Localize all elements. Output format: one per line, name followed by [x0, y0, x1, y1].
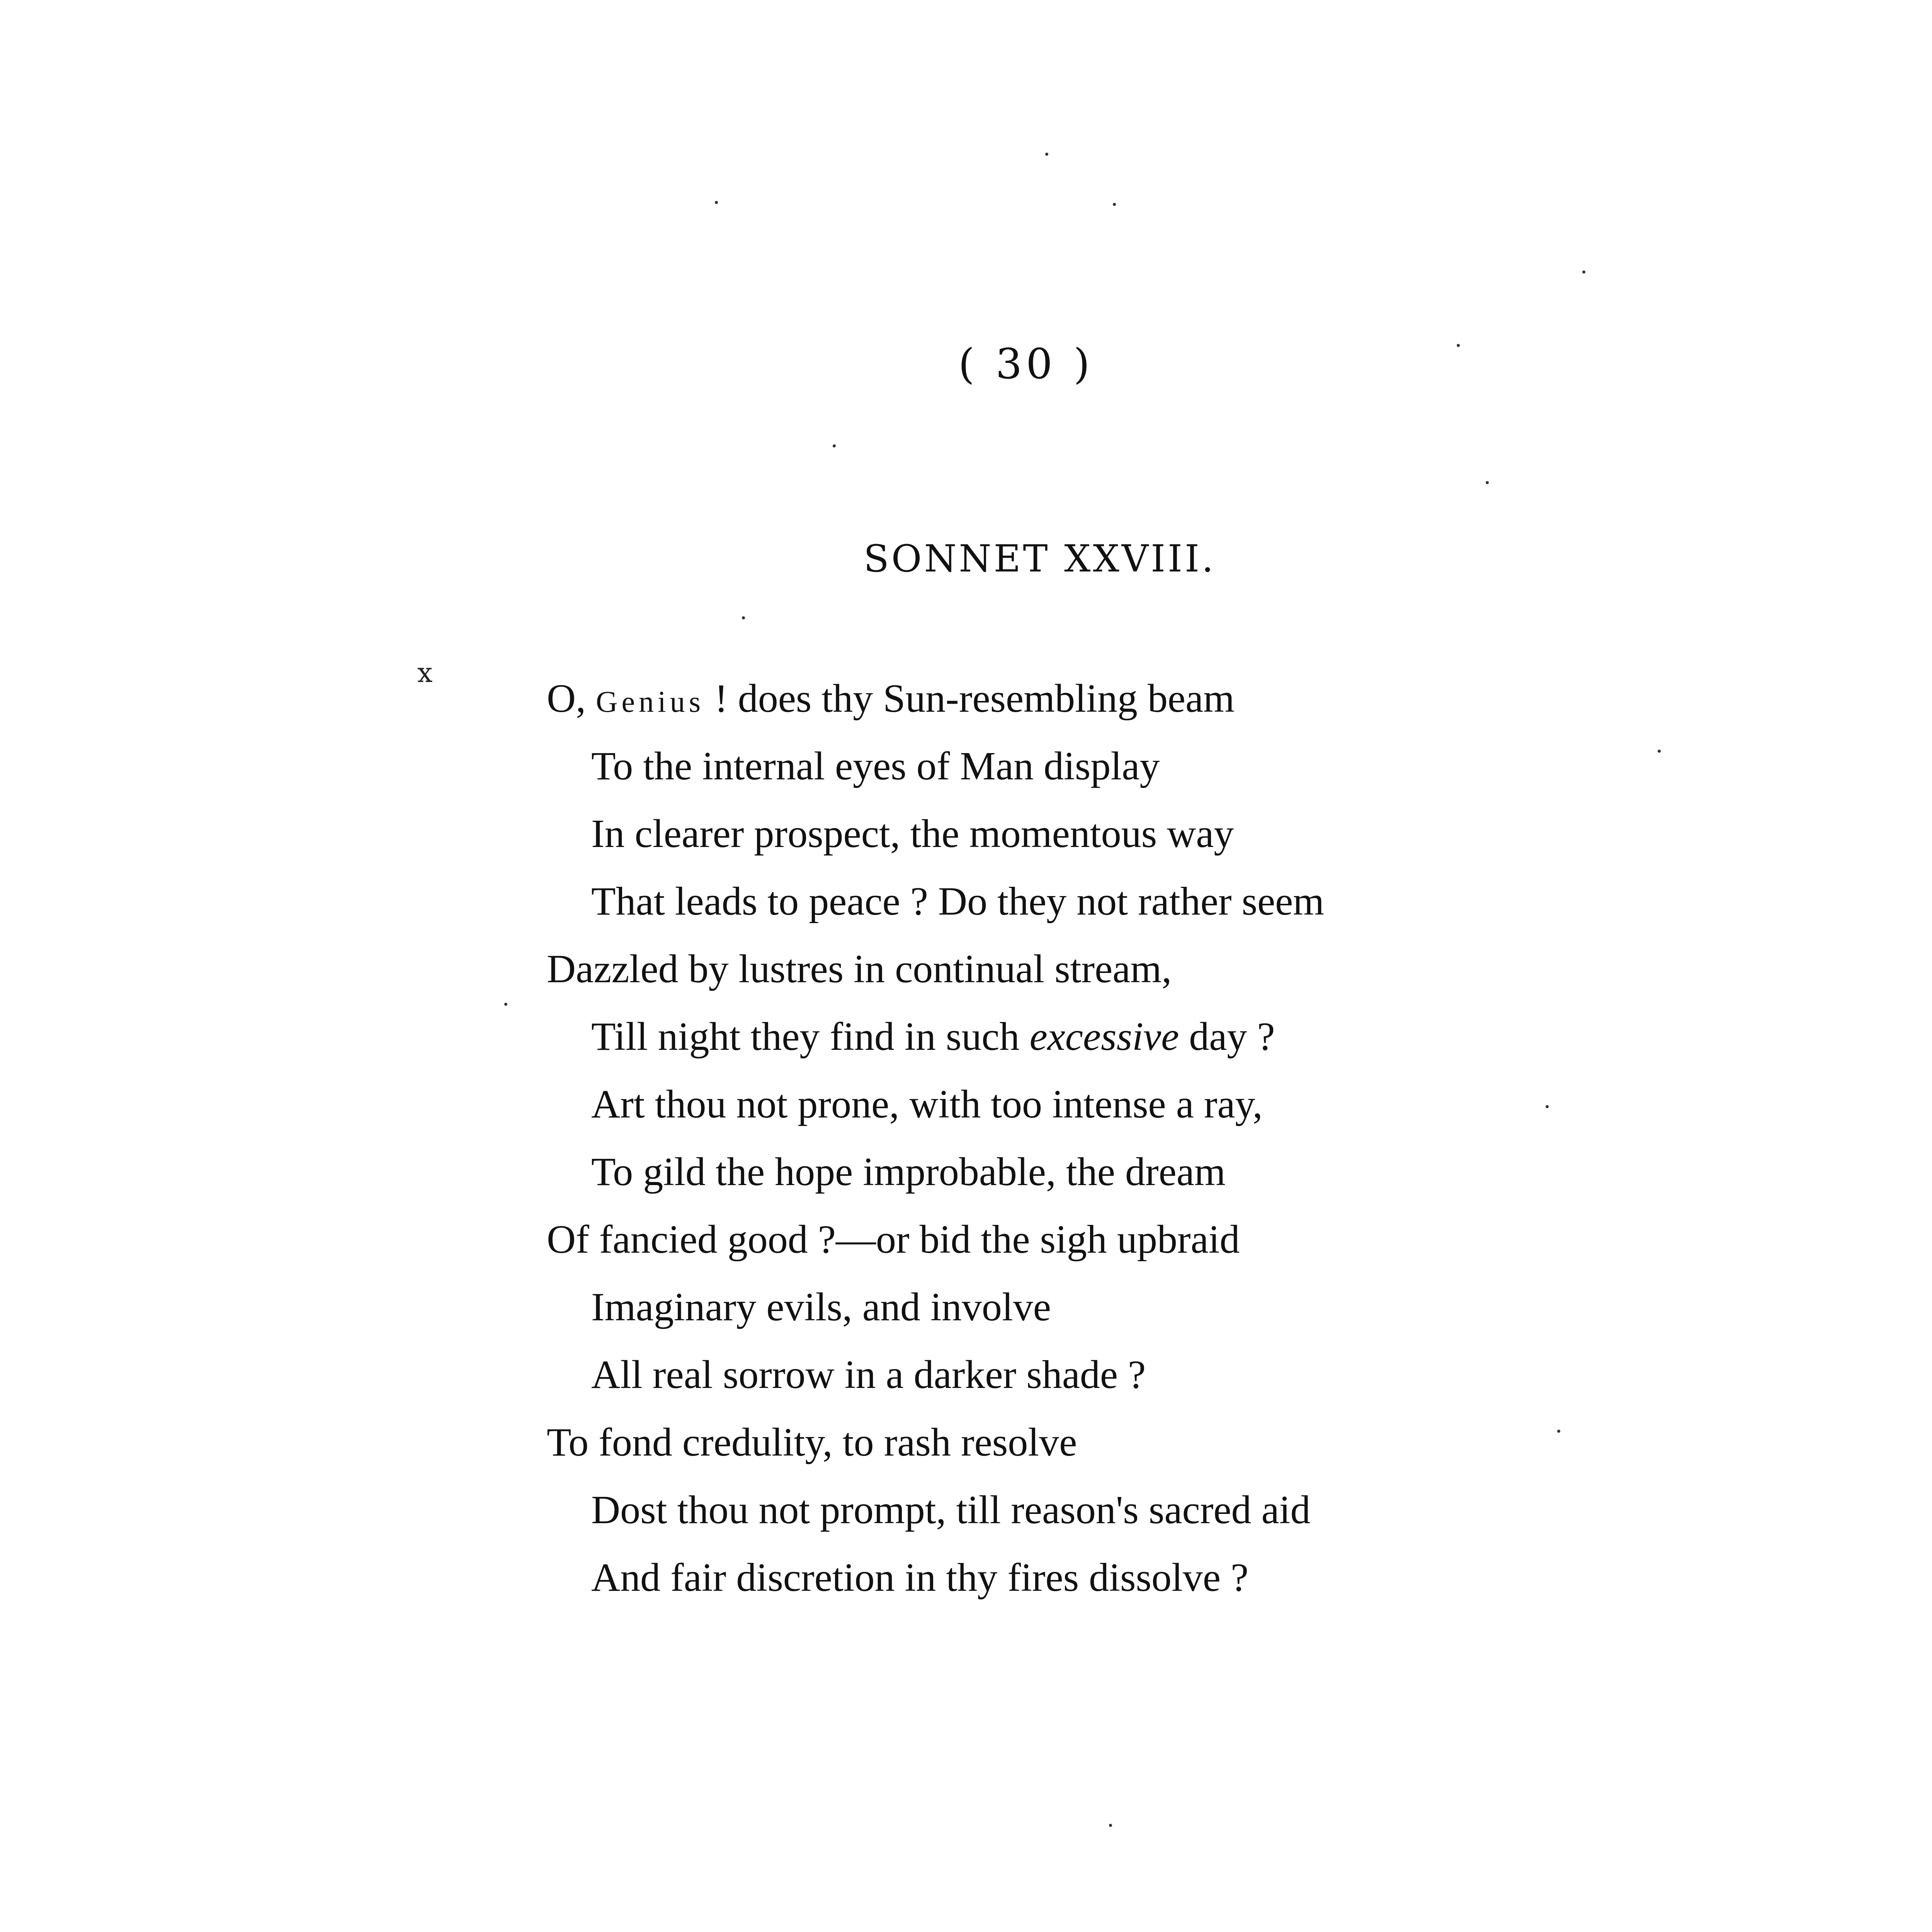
poem-line-8: To gild the hope improbable, the dream: [591, 1150, 1226, 1194]
speck: [1546, 1105, 1549, 1108]
speck: [1457, 344, 1460, 347]
sonnet-title: SONNET XXVIII.: [864, 537, 1216, 580]
speck: [1109, 1824, 1112, 1827]
poem-line-14: And fair discretion in thy fires dissolve ?: [591, 1555, 1249, 1600]
poem-line-4: That leads to peace ? Do they not rather seem: [591, 879, 1325, 923]
line-after: day ?: [1179, 1014, 1275, 1059]
italic-word: excessive: [1029, 1014, 1179, 1059]
line-opening: O,: [547, 676, 596, 721]
poem-line-9: Of fancied good ?—or bid the sigh upbraid: [547, 1217, 1240, 1262]
speck: [1045, 153, 1048, 156]
margin-mark: x: [417, 657, 433, 689]
poem-line-3: In clearer prospect, the momentous way: [591, 811, 1234, 856]
speck: [1658, 750, 1661, 753]
sonnet-body: [547, 665, 1629, 1611]
poem-line-12: To fond credulity, to rash resolve: [547, 1420, 1077, 1464]
poem-line-2: To the internal eyes of Man display: [591, 744, 1160, 788]
poem-line-10: Imaginary evils, and involve: [591, 1285, 1051, 1329]
speck: [1486, 481, 1489, 484]
poem-line-5: Dazzled by lustres in continual stream,: [547, 947, 1172, 991]
poem-line-13: Dost thou not prompt, till reason's sacred aid: [591, 1488, 1311, 1532]
page-number: ( 30 ): [958, 340, 1094, 388]
poem-line-11: All real sorrow in a darker shade ?: [591, 1352, 1146, 1397]
speck: [1557, 1430, 1560, 1433]
speck: [1582, 270, 1585, 274]
line-before: Till night they find in such: [591, 1014, 1030, 1059]
speck: [833, 444, 836, 447]
poem-line-6: [547, 1003, 1629, 1070]
speck: [742, 616, 745, 619]
poem-line-7: Art thou not prone, with too intense a ray,: [591, 1082, 1263, 1126]
speck: [1113, 203, 1116, 206]
poem-line-1: [547, 665, 1629, 732]
genius-small-caps: Genius: [596, 685, 705, 718]
line-rest: ! does thy Sun-resembling beam: [704, 676, 1235, 721]
speck: [715, 201, 718, 204]
speck: [504, 1003, 507, 1006]
